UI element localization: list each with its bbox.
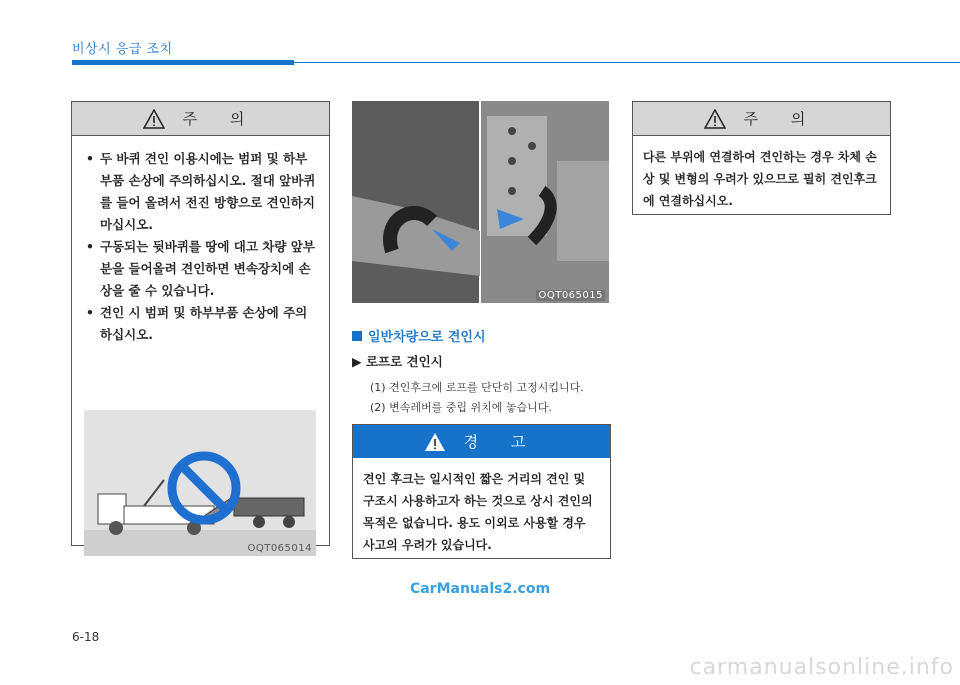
caution-title: 주 의 <box>743 110 820 128</box>
step-item: (2) 변속레버를 중립 위치에 놓습니다. <box>370 401 552 414</box>
caution-header <box>633 102 890 136</box>
footer-watermark: carmanualsonline.info <box>689 655 954 680</box>
step-item: (1) 견인후크에 로프를 단단히 고정시킵니다. <box>370 381 584 394</box>
tow-truck-illustration <box>84 410 316 556</box>
watermark-link[interactable]: CarManuals2.com <box>409 581 551 597</box>
caution-bullet: • 구동되는 뒷바퀴를 땅에 대고 차량 앞부분을 들어올려 견인하면 변속장치에 손상을 줄 수 있습니다. <box>86 236 319 302</box>
warning-icon <box>143 109 165 129</box>
caution-box-left <box>71 101 330 554</box>
steps-list <box>370 378 584 418</box>
section-heading <box>352 326 486 345</box>
caution-box-right <box>632 101 891 215</box>
caution-bullet-list <box>86 148 319 346</box>
caution-text: 다른 부위에 연결하여 견인하는 경우 차체 손상 및 변형의 우려가 있으므로 필히 견인후크에 연결하십시오. <box>643 150 877 208</box>
section-title: 비상시 응급 조치 <box>72 42 173 57</box>
image-code: OQT065015 <box>538 290 603 301</box>
triangle-bullet-icon: ▶ <box>352 354 362 369</box>
caution-title: 주 의 <box>182 110 259 128</box>
warning-text: 견인 후크는 일시적인 짧은 거리의 견인 및 구조시 사용하고자 하는 것으로 상시 견인의 목적은 없습니다. 용도 이외로 사용할 경우 사고의 우려가 있습니다. <box>363 472 593 552</box>
warning-box <box>352 424 611 559</box>
caution-bullet: • 견인 시 범퍼 및 하부부품 손상에 주의하십시오. <box>86 302 319 346</box>
square-bullet-icon <box>352 331 362 341</box>
warning-icon <box>424 432 446 452</box>
warning-icon <box>704 109 726 129</box>
warning-header <box>353 425 610 458</box>
caution-bullet: • 두 바퀴 견인 이용시에는 범퍼 및 하부 부품 손상에 주의하십시오. 절대 앞바퀴를 들어 올려서 전진 방향으로 견인하지 마십시오. <box>86 148 319 236</box>
sub-heading <box>352 352 443 370</box>
tow-hook-photo <box>352 101 609 303</box>
page-number: 6-18 <box>72 630 100 644</box>
header-rule-thin <box>294 62 960 63</box>
caution-header <box>72 102 329 136</box>
section-heading-text: 일반차량으로 견인시 <box>368 330 486 345</box>
image-code: OQT065014 <box>247 543 312 554</box>
warning-title: 경 고 <box>463 433 540 451</box>
header-rule-thick <box>72 60 294 65</box>
sub-heading-text: 로프로 견인시 <box>365 354 443 369</box>
